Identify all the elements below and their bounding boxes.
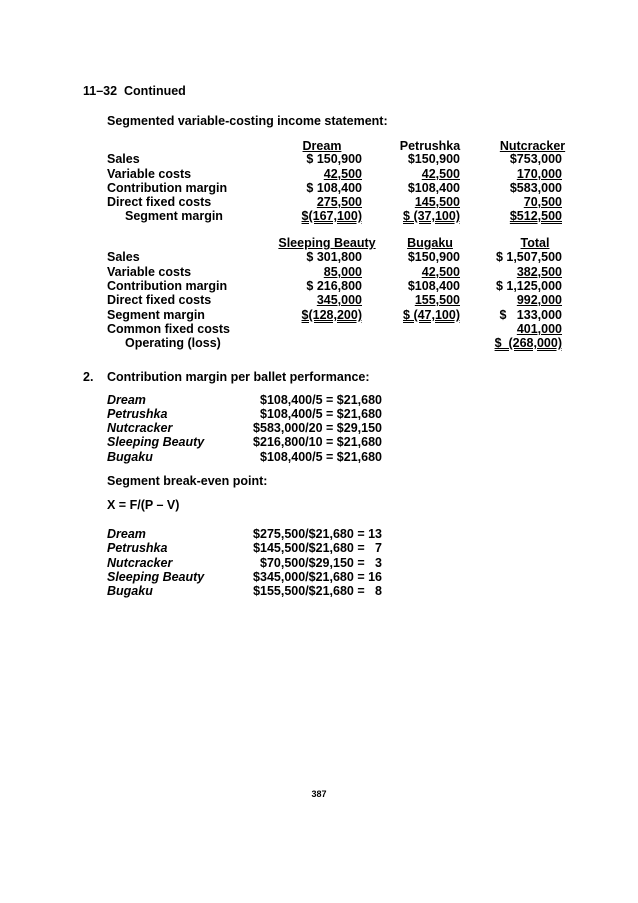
row-label-common-fixed-costs: Common fixed costs [107,322,230,336]
cm-label-bugaku: Bugaku [107,450,153,464]
be-value-bugaku: $155,500/$21,680 = 8 [253,584,382,598]
cm-value-sleeping-beauty: $216,800/10 = $21,680 [253,435,382,449]
col-header-petrushka: Petrushka [399,139,461,153]
cell-value: $ 108,400 [306,181,362,195]
cm-label-nutcracker: Nutcracker [107,421,173,435]
cell-value: 42,500 [421,167,460,181]
cell-value: 155,500 [414,293,460,307]
be-label-sleeping-beauty: Sleeping Beauty [107,570,205,584]
cell-value: $ 1,507,500 [495,250,562,264]
row-label-sales: Sales [107,152,140,166]
row-label-segment-margin: Segment margin [107,308,205,322]
row-label-operating-loss: Operating (loss) [125,336,221,350]
cell-value: $ (47,100) [403,308,460,322]
cell-value: $ 133,000 [499,308,562,322]
cell-value: 345,000 [316,293,362,307]
part1-title: Segmented variable-costing income statement: [107,114,388,128]
part2-title: Contribution margin per ballet performance: [107,370,370,384]
be-value-nutcracker: $70,500/$29,150 = 3 [260,556,382,570]
cm-value-nutcracker: $583,000/20 = $29,150 [253,421,382,435]
cell-value: 992,000 [516,293,562,307]
cell-value: 42,500 [323,167,362,181]
part2-number: 2. [83,370,94,384]
cell-value: 382,500 [516,265,562,279]
cm-value-dream: $108,400/5 = $21,680 [260,393,382,407]
row-label-variable-costs: Variable costs [107,167,192,181]
cell-value: 401,000 [516,322,562,336]
cell-value: 145,500 [414,195,460,209]
cell-value: $583,000 [509,181,562,195]
row-label-direct-fixed-costs: Direct fixed costs [107,293,212,307]
cm-label-dream: Dream [107,393,146,407]
cell-value: $108,400 [407,279,460,293]
cm-label-sleeping-beauty: Sleeping Beauty [107,435,205,449]
cell-value: $753,000 [509,152,562,166]
row-label-direct-fixed-costs: Direct fixed costs [107,195,212,209]
be-label-bugaku: Bugaku [107,584,153,598]
be-value-petrushka: $145,500/$21,680 = 7 [253,541,382,555]
row-label-variable-costs: Variable costs [107,265,192,279]
cell-value: $512,500 [509,209,562,223]
col-header-dream: Dream [302,139,342,153]
row-label-contribution-margin: Contribution margin [107,181,228,195]
cell-value: 275,500 [316,195,362,209]
cell-value: $ (268,000) [494,336,562,350]
cell-value: $(167,100) [301,209,362,223]
cell-value: $108,400 [407,181,460,195]
break-even-title: Segment break-even point: [107,474,268,488]
be-label-nutcracker: Nutcracker [107,556,173,570]
cm-value-bugaku: $108,400/5 = $21,680 [260,450,382,464]
col-header-bugaku: Bugaku [407,236,453,250]
row-label-sales: Sales [107,250,140,264]
cell-value: $150,900 [407,152,460,166]
cell-value: $ 216,800 [306,279,362,293]
cell-value: $ 301,800 [306,250,362,264]
be-value-sleeping-beauty: $345,000/$21,680 = 16 [253,570,382,584]
col-header-sleeping-beauty: Sleeping Beauty [278,236,376,250]
section-heading: 11–32 Continued [83,84,186,98]
cell-value: 85,000 [323,265,362,279]
be-value-dream: $275,500/$21,680 = 13 [253,527,382,541]
cell-value: $ 1,125,000 [495,279,562,293]
cell-value: 42,500 [421,265,460,279]
cell-value: $ 150,900 [306,152,362,166]
cell-value: 170,000 [516,167,562,181]
cm-label-petrushka: Petrushka [107,407,168,421]
break-even-formula: X = F/(P – V) [107,498,180,512]
cell-value: 70,500 [523,195,562,209]
page-number: 387 [311,789,327,799]
cm-value-petrushka: $108,400/5 = $21,680 [260,407,382,421]
cell-value: $(128,200) [301,308,362,322]
cell-value: $150,900 [407,250,460,264]
be-label-dream: Dream [107,527,146,541]
row-label-contribution-margin: Contribution margin [107,279,228,293]
col-header-nutcracker: Nutcracker [499,139,566,153]
cell-value: $ (37,100) [403,209,460,223]
row-label-segment-margin: Segment margin [125,209,223,223]
be-label-petrushka: Petrushka [107,541,168,555]
col-header-total: Total [520,236,550,250]
